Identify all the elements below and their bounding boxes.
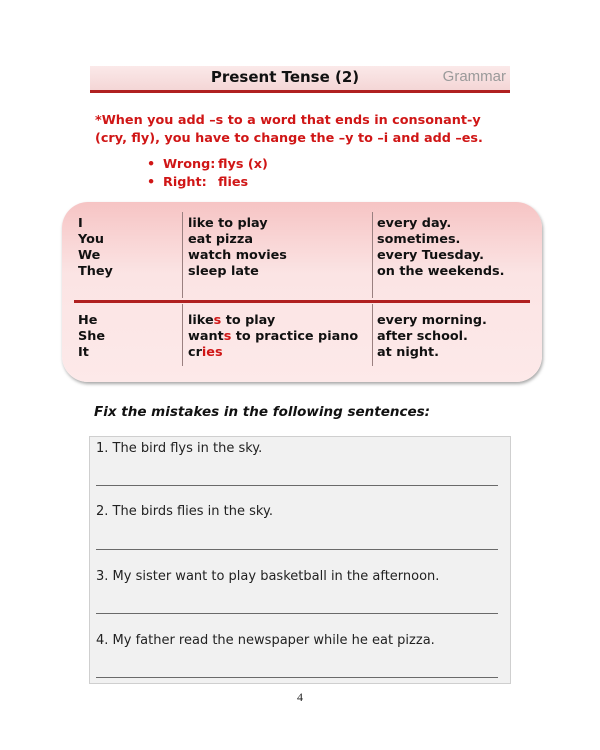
verb-ending: s (213, 313, 222, 328)
answer-line[interactable] (96, 549, 498, 550)
verb-stem: cr (188, 345, 202, 360)
example-right (145, 174, 268, 192)
plural-verbs (188, 216, 287, 280)
verb-phrase: sleep late (188, 264, 259, 279)
verb-stem: want (188, 329, 224, 344)
singular-subjects (78, 313, 105, 361)
time-phrase: sometimes. (377, 232, 461, 247)
page-title: Present Tense (2) (210, 68, 360, 86)
section-divider (74, 300, 530, 303)
rule-line-1: *When you add –s to a word that ends in consonant-y (95, 113, 481, 128)
title-bar (90, 66, 510, 93)
time-phrase: on the weekends. (377, 264, 505, 279)
subject: He (78, 313, 98, 328)
example-list (145, 156, 268, 192)
time-phrase: after school. (377, 329, 468, 344)
verb-phrase: watch movies (188, 248, 287, 263)
subject: They (78, 264, 113, 279)
example-label: Wrong: (163, 157, 216, 172)
exercise-sentence: 1. The bird flys in the sky. (96, 441, 263, 456)
verb-phrase (188, 345, 358, 361)
section-tag: Grammar (442, 68, 506, 85)
plural-subjects (78, 216, 113, 280)
answer-line[interactable] (96, 677, 498, 678)
verb-ending: ies (201, 345, 223, 360)
answer-line[interactable] (96, 613, 498, 614)
subject: It (78, 345, 89, 360)
column-divider (182, 304, 183, 366)
plural-times (377, 216, 505, 280)
subject: You (78, 232, 104, 247)
rule-line-2: (cry, fly), you have to change the –y to –i and add –es. (95, 131, 483, 146)
singular-verbs (188, 313, 358, 361)
subject: We (78, 248, 101, 263)
verb-ending: s (223, 329, 232, 344)
subject: I (78, 216, 83, 231)
exercise-sentence: 3. My sister want to play basketball in the afternoon. (96, 569, 440, 584)
time-phrase: at night. (377, 345, 439, 360)
verb-phrase (188, 329, 358, 345)
exercise-sentence: 2. The birds flies in the sky. (96, 504, 273, 519)
time-phrase: every day. (377, 216, 452, 231)
verb-rest: to practice piano (231, 329, 359, 344)
exercise-box (89, 436, 511, 684)
example-value: flies (218, 175, 249, 190)
page-number: 4 (297, 690, 303, 704)
verb-phrase: like to play (188, 216, 268, 231)
singular-times (377, 313, 487, 361)
spelling-rule (95, 112, 515, 148)
verb-stem: like (188, 313, 214, 328)
example-label: Right: (163, 175, 207, 190)
example-value: flys (x) (218, 157, 268, 172)
time-phrase: every morning. (377, 313, 487, 328)
verb-phrase: eat pizza (188, 232, 253, 247)
column-divider (372, 212, 373, 298)
exercise-prompt: Fix the mistakes in the following sentences: (94, 404, 431, 420)
column-divider (182, 212, 183, 298)
example-wrong (145, 156, 268, 174)
answer-line[interactable] (96, 485, 498, 486)
exercise-sentence: 4. My father read the newspaper while he eat pizza. (96, 633, 435, 648)
time-phrase: every Tuesday. (377, 248, 484, 263)
conjugation-table (62, 202, 542, 382)
subject: She (78, 329, 106, 344)
verb-rest: to play (221, 313, 276, 328)
verb-phrase (188, 313, 358, 329)
column-divider (372, 304, 373, 366)
